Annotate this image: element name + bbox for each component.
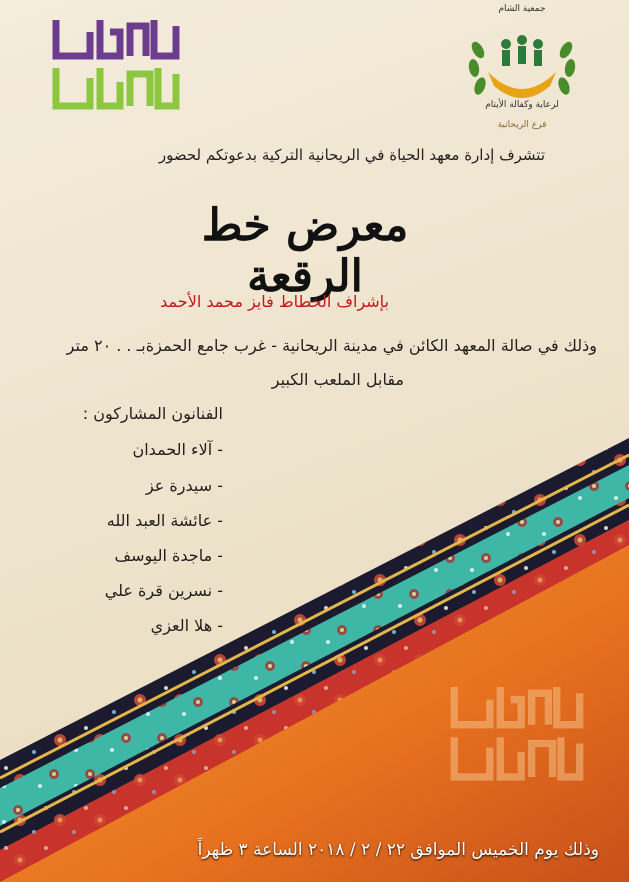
org-subtitle: لرعاية وكفالة الأيتام xyxy=(485,100,559,110)
invitation-intro: تتشرف إدارة معهد الحياة في الريحانية التركية بدعوتكم لحضور xyxy=(158,146,545,164)
event-date: وذلك يوم الخميس الموافق ٢٢ / ٢ / ٢٠١٨ الساعة ٣ ظهراً xyxy=(197,840,599,860)
artist-item: - سيدرة عز xyxy=(145,476,223,495)
artist-item: - ماجدة اليوسف xyxy=(114,546,223,565)
org-branch: فرع الريحانية xyxy=(497,120,547,130)
afiya-hayat-watermark-icon xyxy=(448,676,586,788)
exhibition-title: معرض خط الرقعة xyxy=(201,200,409,302)
afiya-hayat-logo-icon xyxy=(50,12,182,114)
venue-line-1: وذلك في صالة المعهد الكائن في مدينة الريحانية - غرب جامع الحمزةبـ . . ٢٠ متر xyxy=(66,336,597,355)
artist-item: - هلا العزي xyxy=(150,616,223,635)
org-name: جمعية الشام xyxy=(498,4,546,14)
artist-item: - آلاء الحمدان xyxy=(132,440,223,459)
artist-item: - عائشة العبد الله xyxy=(106,511,223,530)
artists-heading: الفنانون المشاركون : xyxy=(82,404,223,423)
supervision-line: بإشراف الخطاط فايز محمد الأحمد xyxy=(160,292,389,311)
artist-item: - نسرين قرة علي xyxy=(104,581,223,600)
venue-line-2: مقابل الملعب الكبير xyxy=(271,370,404,389)
